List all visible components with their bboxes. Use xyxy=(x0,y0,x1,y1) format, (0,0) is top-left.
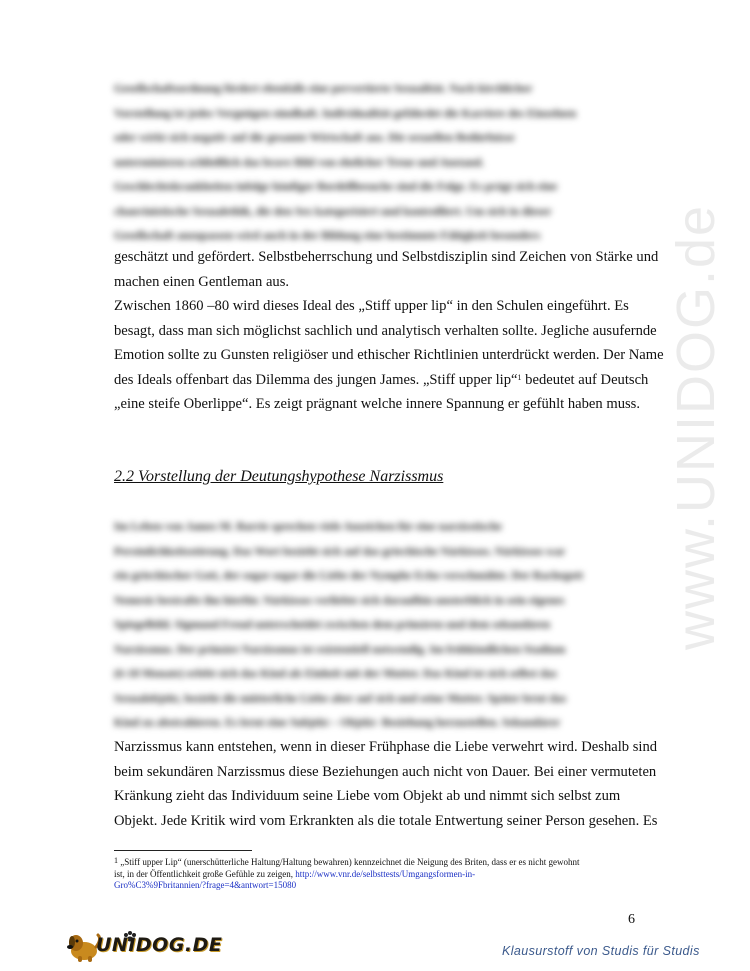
text-line: machen einen Gentleman aus. xyxy=(114,273,290,290)
text-segment: des Ideals offenbart das Dilemma des jungen James. „Stiff upper lip“ xyxy=(114,371,518,388)
blurred-line: Sexualobjekt, bezieht die mütterliche Liebe aber auf sich und seine Mutter. Später lernt das xyxy=(114,691,567,705)
text-line: Objekt. Jede Kritik wird vom Erkrankten als die totale Entwertung seiner Person gesehen. Es xyxy=(114,812,658,829)
footnote-divider xyxy=(114,850,252,851)
blurred-line: oder wirkt sich negativ auf die gesamte Wirtschaft aus. Die sexuellen Bedürfnisse xyxy=(114,131,515,144)
blurred-line: Geschlechtskrankheiten infolge häufiger Bordellbesuche sind die Folge. Es prägt sich eine xyxy=(114,180,558,193)
text-line xyxy=(114,368,649,393)
footnote-text: „Stiff upper Lip“ (unerschütterliche Haltung/Haltung bewahren) kennzeichnet die Neigung des Briten, dass er es nicht gewohnt xyxy=(118,857,580,867)
footnote-marker: 1 xyxy=(114,856,118,865)
footnote-line xyxy=(114,880,639,892)
paragraph-stiff-upper-lip xyxy=(114,294,664,417)
text-line: geschätzt und gefördert. Selbstbeherrschung und Selbstdisziplin sind Zeichen von Stärke und xyxy=(114,249,659,265)
blurred-line: (6-18 Monate) erlebt sich das Kind als Einheit mit der Mutter. Das Kind ist sich selbst das xyxy=(114,667,557,680)
page-number: 6 xyxy=(628,912,635,927)
blurred-line: Spiegelbild. Sigmund Freud unterscheidet zwischen dem primären und dem sekundären xyxy=(114,618,551,631)
blurred-line: Gesellschaft anzupassen wird auch in der Bildung eine bestimmte Fähigkeit besonders xyxy=(114,229,541,242)
blurred-paragraph-top xyxy=(114,77,636,249)
section-heading: 2.2 Vorstellung der Deutungshypothese Narzissmus xyxy=(114,468,444,485)
text-line: beim sekundären Narzissmus diese Beziehungen auch nicht von Dauer. Bei einer vermuteten xyxy=(114,763,657,780)
blurred-line: Nemesis bestrafte ihn hierfür. Närkissos verliebte sich daraufhin unsterblich in sein eigenes xyxy=(114,593,565,607)
blurred-line: Persönlichkeitsstörung. Das Wort bezieht sich auf das griechische Närkissos. Närkissos war xyxy=(114,544,566,558)
footnote-reference[interactable]: 1 xyxy=(517,372,522,382)
paragraph-narzissmus xyxy=(114,735,658,833)
watermark: www.UNIDOG.de xyxy=(666,203,726,650)
text-line: Emotion sollte zu Gunsten religiöser und ethischer Richtlinien unterdrückt werden. Der Name xyxy=(114,347,664,363)
blurred-line: ein griechischer Gott, der sogar sogar die Liebe der Nymphe Echo verschmähte. Der Rachegott xyxy=(114,569,584,582)
text-line: Kränkung zieht das Individuum seine Liebe vom Objekt ab und nimmt sich selbst zum xyxy=(114,788,621,804)
footnote-link[interactable]: http://www.vnr.de/selbsttests/Umgangsformen-in- xyxy=(295,868,476,879)
footnote-line xyxy=(114,869,639,881)
blurred-line: Gesellschaftsordnung fördert ebenfalls eine pervertierte Sexualität. Nach kirchlicher xyxy=(114,82,533,95)
blurred-paragraph-middle xyxy=(114,515,636,736)
footnote-line xyxy=(114,857,639,869)
blurred-line: Narzissmus. Der primäre Narzissmus ist existentiell notwendig. Im frühkindlichen Stadium xyxy=(114,642,566,656)
footnote xyxy=(114,857,639,892)
logo-text[interactable]: UNIDOG.DE xyxy=(96,934,223,956)
text-line: Zwischen 1860 –80 wird dieses Ideal des „Stiff upper lip“ in den Schulen eingeführt. Es xyxy=(114,298,629,314)
footer-tagline: Klausurstoff von Studis für Studis xyxy=(502,944,700,958)
text-line: besagt, dass man sich möglichst sachlich und analytisch verhalten sollte. Jegliche ausufernde xyxy=(114,322,657,339)
text-segment: bedeutet auf Deutsch xyxy=(521,371,649,388)
footnote-text: ist, in der Öffentlichkeit große Gefühle zu zeigen, xyxy=(114,868,296,879)
text-line: „eine steife Oberlippe“. Es zeigt prägnant welche innere Spannung er gefühlt haben muss. xyxy=(114,396,640,412)
blurred-line: Im Leben von James M. Barrie sprechen viele Anzeichen für eine narzisstische xyxy=(114,520,502,533)
blurred-line: unterminieren schließlich das brave Bild von ehelicher Treue und Anstand. xyxy=(114,155,484,169)
text-line: Narzissmus kann entstehen, wenn in dieser Frühphase die Liebe verwehrt wird. Deshalb sind xyxy=(114,739,658,755)
blurred-line: Kind zu abstrahieren. Es lernt eine Subjekt – Objekt- Beziehung herzustellen. Sekundärer xyxy=(114,716,561,729)
paragraph-gentleman xyxy=(114,245,659,294)
footnote-link-continued[interactable]: Gro%C3%9Fbritannien/?frage=4&antwort=15080 xyxy=(114,880,297,890)
blurred-line: Vorstellung ist jedes Vergnügen sündhaft. Individualität gefährdet die Karriere des Einzelnen xyxy=(114,106,577,120)
blurred-line: chauvinistische Sexualethik, die den Sex kategorisiert und kontrolliert. Um sich in dieser xyxy=(114,204,552,218)
